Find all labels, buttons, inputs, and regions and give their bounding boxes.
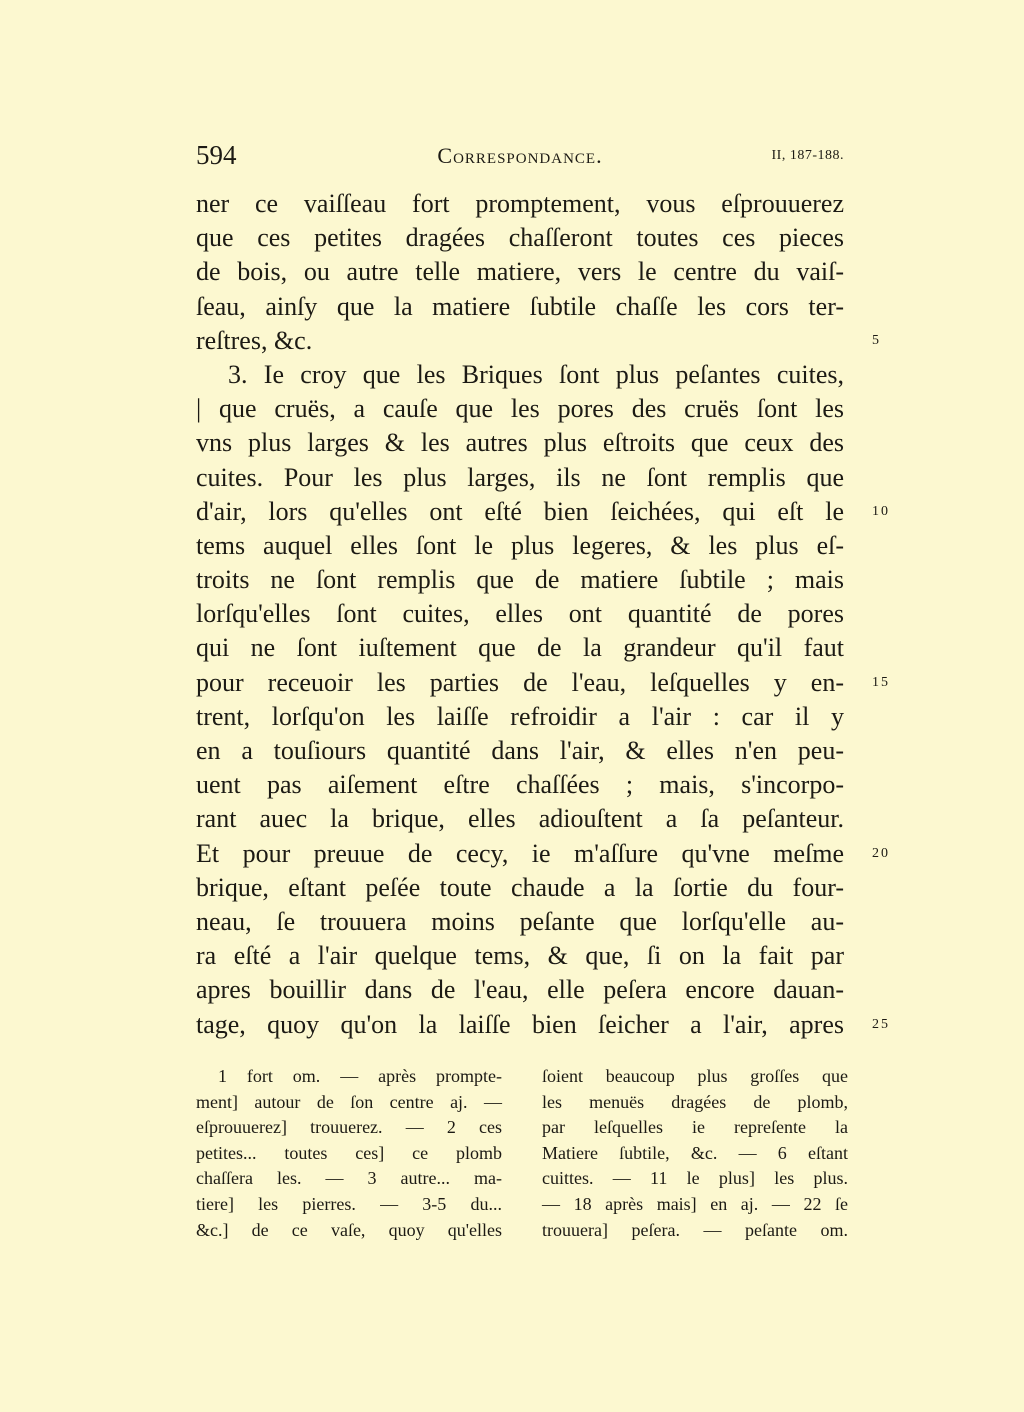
text-line: Et pour preuue de cecy, ie m'aſſure qu'vne meſme 20 bbox=[196, 837, 844, 871]
footnote-line: — 18 après mais] en aj. — 22 ſe bbox=[542, 1193, 848, 1214]
running-title: Correspondance. bbox=[437, 143, 603, 168]
text-line: tage, quoy qu'on la laiſſe bien ſeicher a l'air, apres 25 bbox=[196, 1008, 844, 1042]
footnote-line: eſprouuerez] trouuerez. — 2 ces bbox=[196, 1117, 502, 1138]
footnote-line: tiere] les pierres. — 3-5 du... bbox=[196, 1193, 502, 1214]
text-line: ner ce vaiſſeau fort promptement, vous eſprouuerez bbox=[196, 189, 844, 218]
footnote-line: ment] autour de ſon centre aj. — bbox=[196, 1091, 502, 1112]
footnote-line: &c.] de ce vaſe, quoy qu'elles bbox=[196, 1219, 502, 1240]
text-line: trent, lorſqu'on les laiſſe refroidir a l'air : car il y bbox=[196, 701, 844, 731]
footnote-line: par leſquelles ie repreſente la bbox=[542, 1117, 848, 1138]
text-line: rant auec la brique, elles adiouſtent a ſa peſanteur. bbox=[196, 804, 844, 834]
text-line: vns plus larges & les autres plus eſtroits que ceux des bbox=[196, 428, 844, 458]
line-number: 10 bbox=[872, 503, 890, 519]
footnote-line: 1 fort om. — après prompte- bbox=[218, 1066, 502, 1086]
text-line: reſtres, &c. 5 bbox=[196, 324, 844, 358]
text-line: d'air, lors qu'elles ont eſté bien ſeichées, qui eſt le 10 bbox=[196, 495, 844, 529]
footnote-line: les menuës dragées de plomb, bbox=[542, 1091, 848, 1112]
text-line: uent pas aiſement eſtre chaſſées ; mais, s'incorpo- bbox=[196, 770, 844, 800]
footnote-column-left bbox=[196, 1064, 502, 1243]
line-number: 25 bbox=[872, 1016, 890, 1032]
text-line: que ces petites dragées chaſſeront toutes ces pieces bbox=[196, 223, 844, 253]
line-number: 20 bbox=[872, 845, 890, 861]
footnotes bbox=[196, 1064, 846, 1244]
text-line: de bois, ou autre telle matiere, vers le centre du vaiſ- bbox=[196, 257, 844, 287]
footnote-line: chaſſera les. — 3 autre... ma- bbox=[196, 1168, 502, 1189]
text-line: neau, ſe trouuera moins peſante que lorſqu'elle au- bbox=[196, 906, 844, 936]
text-line: | que cruës, a cauſe que les pores des cruës ſont les bbox=[196, 394, 844, 424]
page-header bbox=[196, 140, 844, 174]
text-line: troits ne ſont remplis que de matiere ſubtile ; mais bbox=[196, 565, 844, 595]
text-line: tems auquel elles ſont le plus legeres, & les plus eſ- bbox=[196, 530, 844, 560]
text-line: cuites. Pour les plus larges, ils ne ſont remplis que bbox=[196, 462, 844, 492]
text-line: ra eſté a l'air quelque tems, & que, ſi on la fait par bbox=[196, 941, 844, 971]
footnote-line: petites... toutes ces] ce plomb bbox=[196, 1142, 502, 1163]
text-line: ſeau, ainſy que la matiere ſubtile chaſſe les cors ter- bbox=[196, 291, 844, 321]
text-line: pour receuoir les parties de l'eau, leſquelles y en- 15 bbox=[196, 666, 844, 700]
page-number: 594 bbox=[196, 140, 237, 170]
text-line: apres bouillir dans de l'eau, elle peſera encore dauan- bbox=[196, 975, 844, 1005]
text-line: 3. Ie croy que les Briques ſont plus peſantes cuites, bbox=[228, 359, 844, 389]
main-text bbox=[196, 187, 890, 1042]
folio-reference: II, 187-188. bbox=[771, 148, 844, 163]
text-line: brique, eſtant peſée toute chaude a la ſortie du four- bbox=[196, 872, 844, 902]
footnote-column-right bbox=[542, 1064, 848, 1243]
footnote-line: Matiere ſubtile, &c. — 6 eſtant bbox=[542, 1142, 848, 1163]
footnote-line: cuittes. — 11 le plus] les plus. bbox=[542, 1168, 848, 1189]
footnote-line: trouuera] peſera. — peſante om. bbox=[542, 1219, 848, 1240]
footnote-line: ſoient beaucoup plus groſſes que bbox=[542, 1066, 848, 1086]
text-line: en a touſiours quantité dans l'air, & elles n'en peu- bbox=[196, 736, 844, 765]
line-number: 5 bbox=[872, 332, 881, 348]
line-number: 15 bbox=[872, 674, 890, 690]
text-line: lorſqu'elles ſont cuites, elles ont quantité de pores bbox=[196, 599, 844, 629]
text-line: qui ne ſont iuſtement que de la grandeur qu'il faut bbox=[196, 633, 844, 663]
